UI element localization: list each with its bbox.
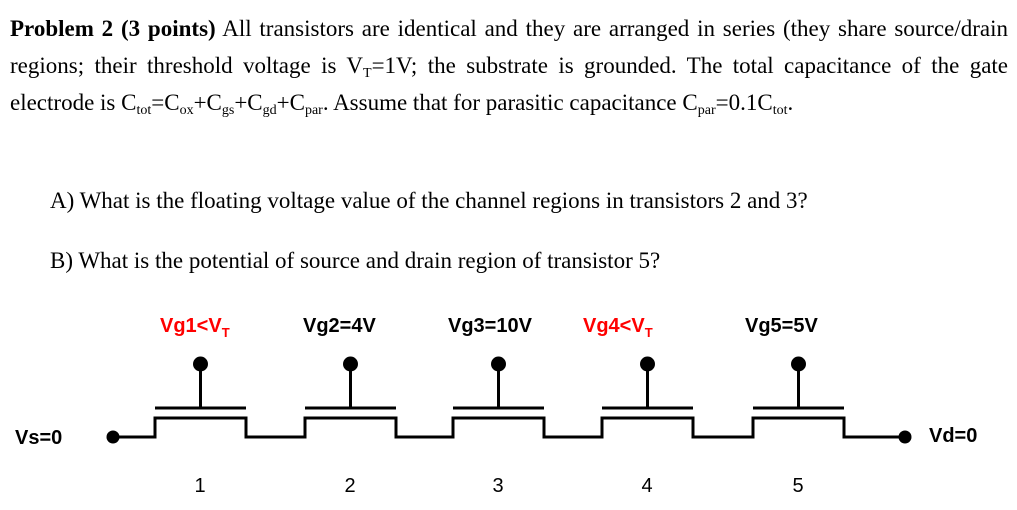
gate-terminal-dot: [193, 357, 208, 372]
gate-voltage-label: $Vg4<V_T$: [583, 315, 653, 340]
vt-subscript: T: [363, 66, 372, 81]
drain-terminal-dot: [899, 431, 912, 444]
gate-terminal-dot: [791, 357, 806, 372]
gd-subscript: gd: [262, 103, 277, 118]
vs-label: Vs=0: [15, 427, 63, 449]
gate-voltage-label: Vg5=5V: [745, 315, 818, 337]
problem-text: +C: [193, 90, 222, 115]
gate-voltage-label: Vg3=10V: [448, 315, 532, 337]
gate-terminal-dot: [491, 357, 506, 372]
source-terminal-dot: [107, 431, 120, 444]
gate-terminal-dot: [343, 357, 358, 372]
gs-subscript: gs: [221, 103, 235, 118]
problem-text: =1V; the substrate is grounded. The total capacitance of the gate electrode is C: [10, 53, 1009, 115]
problem-text: =C: [151, 90, 180, 115]
gate-voltage-label: Vg2=4V: [303, 315, 376, 337]
transistor-number: 2: [344, 475, 356, 497]
tot-subscript: tot: [772, 103, 788, 118]
transistor-number: 1: [194, 475, 206, 497]
question-b: B) What is the potential of source and drain region of transistor 5?: [50, 248, 661, 273]
problem-text: =0.1C: [715, 90, 773, 115]
channel-path: [113, 418, 905, 437]
problem-text: +C: [234, 90, 263, 115]
par-subscript: par: [697, 103, 716, 118]
problem-text: . Assume that for parasitic capacitance C: [322, 90, 698, 115]
gate-terminal-dot: [640, 357, 655, 372]
tot-subscript: tot: [136, 103, 152, 118]
diagram-labels: [160, 315, 818, 497]
transistor-number: 4: [641, 475, 653, 497]
par-subscript: par: [304, 103, 323, 118]
vd-label: Vd=0: [929, 425, 978, 447]
question-a: A) What is the floating voltage value of the channel regions in transistors 2 and 3?: [50, 188, 808, 213]
transistor-number: 3: [492, 475, 504, 497]
gate-voltage-subscript: T: [644, 325, 653, 340]
gate-voltage-subscript: T: [221, 325, 230, 340]
gate-voltage-label: $Vg1<V_T$: [160, 315, 230, 340]
problem-text: All transistors are identical and they are arranged in series (they share source/drain regions; their threshold voltage is V: [10, 16, 1008, 78]
problem-text: .: [787, 90, 794, 115]
channel-wire: [113, 418, 905, 437]
transistor-number: 5: [792, 475, 804, 497]
gate-electrodes: [155, 357, 844, 409]
ox-subscript: ox: [179, 103, 194, 118]
problem-heading: Problem 2 (3 points): [10, 16, 216, 41]
problem-text: +C: [276, 90, 305, 115]
